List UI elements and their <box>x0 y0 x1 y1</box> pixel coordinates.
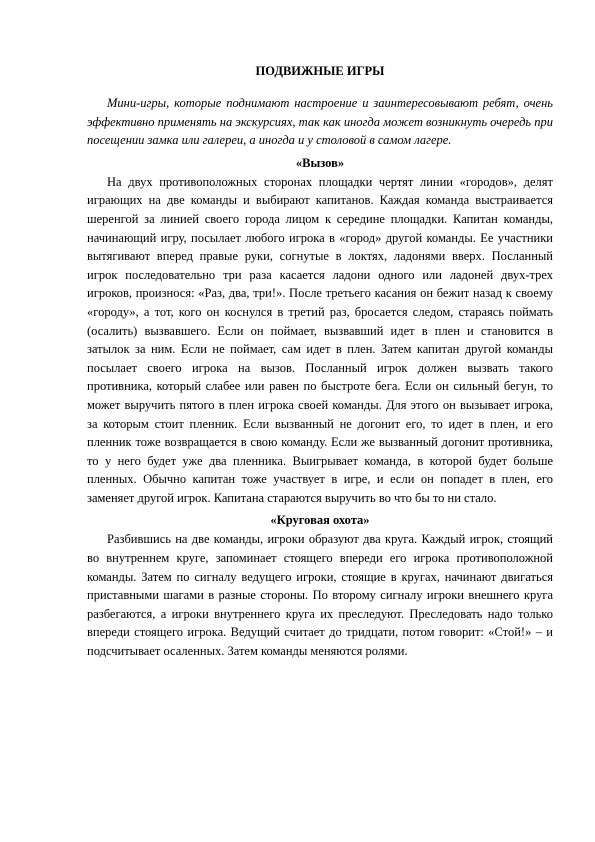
document-page <box>87 62 553 661</box>
game-title-krugovaya-okhota: «Круговая охота» <box>270 513 370 528</box>
document-title: ПОДВИЖНЫЕ ИГРЫ <box>255 64 385 78</box>
game-description-vyzov: На двух противоположных сторонах площадки чертят линии «городов», делят играющих на две команды и выбирают капитанов. Каждая команда выстраивается шеренгой за линией своего города лицом к середине площадки. Капитан команды, начинающий игру, посылает любого игрока в «город» другой команды. Ее участники вытягивают вперед правые руки, согнутые в локтях, ладонями вверх. Посланный игрок последовательно три раза касается ладони одного или ладоней двух-трех игроков, произнося: «Раз, два, три!». После третьего касания он бежит назад к своему «городу», а тот, кого он коснулся в третий раз, бросается следом, стараясь поймать (осалить) вызвавшего. Если он поймает, вызвавший идет в плен и становится в затылок за ним. Если не поймает, сам идет в плен. Затем капитан другой команды посылает своего игрока на вызов. Посланный игрок должен вызвать такого противника, который слабее или равен по быстроте бега. Если он сильный бегун, то может выручить пятого в плен игрока своей команды. Для этого он вызывает игрока, за которым стоит пленник. Если вызванный не догонит его, то идет в плен, и его пленник тоже возвращается в свою команду. Если же вызванный догонит противника, то у него будет уже два пленника. Выигрывает команда, в которой будет больше пленных. Обычно капитан тоже участвует в игре, и если он попадет в плен, его заменяет другой игрок. Капитана стараются выручить во что бы то ни стало. <box>87 174 553 505</box>
game-title-vyzov: «Вызов» <box>295 155 345 170</box>
game-description-krugovaya-okhota: Разбившись на две команды, игроки образуют два круга. Каждый игрок, стоящий во внутреннем круге, запоминает стоящего впереди его игрока противоположной команды. Затем по сигналу ведущего игроки, стоящие в кругах, начинают двигаться приставными шагами в разные стороны. По второму сигналу игроки внешнего круга разбегаются, а игроки внутреннего круга их преследуют. Преследовать надо только впереди стоящего игрока. Ведущий считает до тридцати, потом говорит: «Стой!» – и подсчитывает осаленных. Затем команды меняются ролями. <box>87 532 553 659</box>
intro-paragraph: Мини-игры, которые поднимают настроение и заинтересовывают ребят, очень эффективно применять на экскурсиях, так как иногда может возникнуть очередь при посещении замка или галереи, а иногда и у столовой в самом лагере. <box>87 96 553 148</box>
